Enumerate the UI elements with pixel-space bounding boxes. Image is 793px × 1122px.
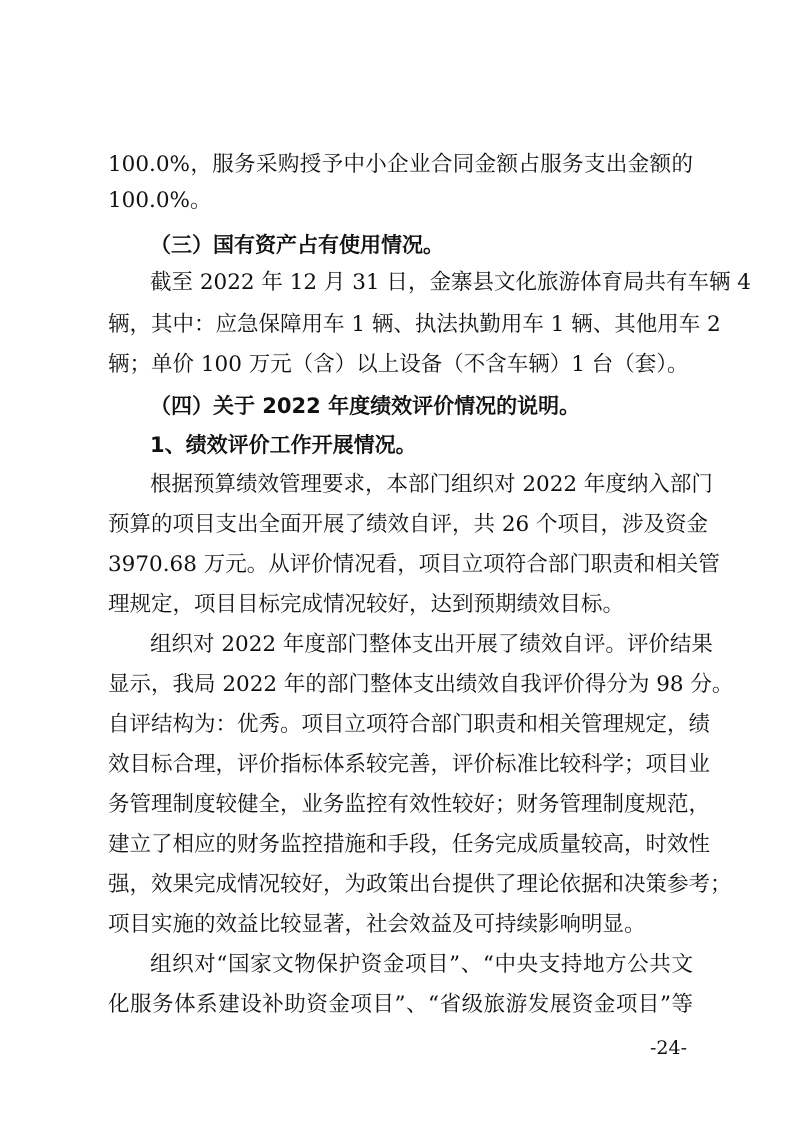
section-heading: （四）关于 2022 年度绩效评价情况的说明。: [150, 394, 581, 418]
section-heading: （三）国有资产占有使用情况。: [150, 233, 444, 257]
body-text-line: 截至 2022 年 12 月 31 日，金寨县文化旅游体育局共有车辆 4: [150, 270, 751, 295]
page-number: -24-: [650, 1037, 688, 1059]
body-text-line: 组织对“国家文物保护资金项目”、“中央支持地方公共文: [150, 952, 693, 977]
body-text-line: 务管理制度较健全，业务监控有效性较好；财务管理制度规范，: [108, 792, 711, 817]
body-text-line: 项目实施的效益比较显著，社会效益及可持续影响明显。: [108, 912, 646, 937]
body-text-line: 强，效果完成情况较好，为政策出台提供了理论依据和决策参考；: [108, 872, 732, 897]
body-text-line: 辆，其中：应急保障用车 1 辆、执法执勤用车 1 辆、其他用车 2: [108, 312, 721, 337]
body-text-line: 自评结构为：优秀。项目立项符合部门职责和相关管理规定，绩: [108, 712, 711, 737]
body-text-line: 理规定，项目目标完成情况较好，达到预期绩效目标。: [108, 592, 625, 617]
body-text-line: 建立了相应的财务监控措施和手段，任务完成质量较高，时效性: [108, 832, 711, 857]
body-text-line: 效目标合理，评价指标体系较完善，评价标准比较科学；项目业: [108, 752, 711, 777]
body-text-line: 辆；单价 100 万元（含）以上设备（不含车辆）1 台（套）。: [108, 352, 689, 377]
subsection-heading: 1、绩效评价工作开展情况。: [150, 433, 417, 457]
body-text-line: 组织对 2022 年度部门整体支出开展了绩效自评。评价结果: [150, 632, 713, 657]
body-text-line: 根据预算绩效管理要求，本部门组织对 2022 年度纳入部门: [150, 472, 713, 497]
body-text-line: 3970.68 万元。从评价情况看，项目立项符合部门职责和相关管: [108, 552, 720, 577]
body-text-line: 预算的项目支出全面开展了绩效自评，共 26 个项目，涉及资金: [108, 512, 709, 537]
body-text-line: 100.0%，服务采购授予中小企业合同金额占服务支出金额的: [108, 152, 693, 177]
body-text-line: 化服务体系建设补助资金项目”、“省级旅游发展资金项目”等: [108, 992, 693, 1017]
body-text-line: 显示，我局 2022 年的部门整体支出绩效自我评价得分为 98 分。: [108, 672, 734, 697]
body-text-line: 100.0%。: [108, 188, 212, 213]
